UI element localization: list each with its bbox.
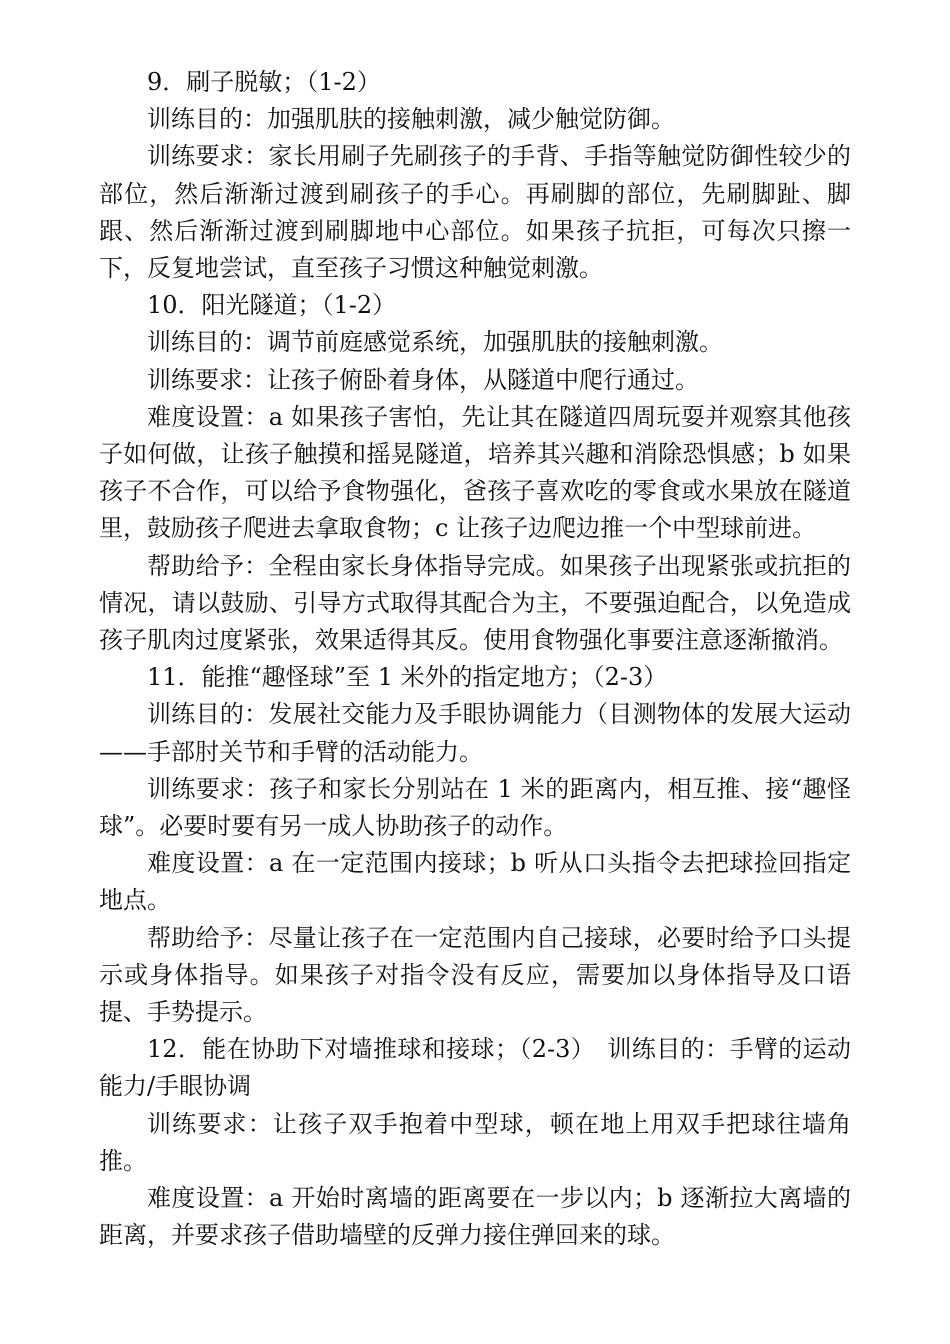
training-requirement-paragraph: 训练要求：孩子和家长分别站在 1 米的距离内，相互推、接“趣怪球”。必要时要有另一成人协助孩子的动作。	[99, 774, 851, 841]
training-requirement-paragraph: 训练要求：让孩子双手抱着中型球，顿在地上用双手把球往墙角推。	[99, 1109, 851, 1175]
training-requirement-paragraph: 训练要求：家长用刷子先刷孩子的手背、手指等触觉防御性较少的部位，然后渐渐过渡到刷孩子的手心。再刷脚的部位，先刷脚趾、脚跟、然后渐渐过渡到刷脚地中心部位。如果孩子抗拒，可每次只擦一下，反复地尝试，直至孩子习惯这种触觉刺激。	[99, 142, 851, 283]
training-goal-paragraph: 训练目的：发展社交能力及手眼协调能力（目测物体的发展大运动——手部肘关节和手臂的活动能力。	[99, 700, 851, 766]
document-body	[99, 64, 851, 1255]
difficulty-setting-paragraph: 难度设置：a 在一定范围内接球；b 听从口头指令去把球捡回指定地点。	[99, 849, 851, 915]
training-goal-paragraph: 训练目的：加强肌肤的接触刺激，减少触觉防御。	[147, 105, 675, 134]
training-goal-paragraph: 训练目的：调节前庭感觉系统，加强肌肤的接触刺激。	[147, 328, 723, 357]
difficulty-setting-paragraph: 难度设置：a 开始时离墙的距离要在一步以内；b 逐渐拉大离墙的距离，并要求孩子借助墙壁的反弹力接住弹回来的球。	[99, 1184, 851, 1250]
assistance-paragraph: 帮助给予：全程由家长身体指导完成。如果孩子出现紧张或抗拒的情况，请以鼓励、引导方式取得其配合为主，不要强迫配合，以免造成孩子肌肉过度紧张，效果适得其反。使用食物强化事要注意逐渐撤消。	[99, 551, 851, 655]
training-requirement-paragraph: 训练要求：让孩子俯卧着身体，从隧道中爬行通过。	[147, 365, 699, 394]
section-heading-11: 11．能推“趣怪球”至 1 米外的指定地方；（2-3）	[147, 663, 668, 692]
assistance-paragraph: 帮助给予：尽量让孩子在一定范围内自己接球，必要时给予口头提示或身体指导。如果孩子对指令没有反应，需要加以身体指导及口语提、手势提示。	[99, 923, 851, 1027]
section-heading-12: 12．能在协助下对墙推球和接球；（2-3） 训练目的：手臂的运动能力/手眼协调	[99, 1035, 851, 1101]
section-heading-10: 10．阳光隧道；（1-2）	[147, 291, 397, 320]
difficulty-setting-paragraph: 难度设置：a 如果孩子害怕，先让其在隧道四周玩耍并观察其他孩子如何做，让孩子触摸和摇晃隧道，培养其兴趣和消除恐惧感；b 如果孩子不合作，可以给予食物强化，爸孩子喜欢吃的零食或水果放在隧道里，鼓励孩子爬进去拿取食物；c 让孩子边爬边推一个中型球前进。	[99, 402, 851, 543]
section-heading-9: 9．刷子脱敏；（1-2）	[147, 68, 381, 96]
